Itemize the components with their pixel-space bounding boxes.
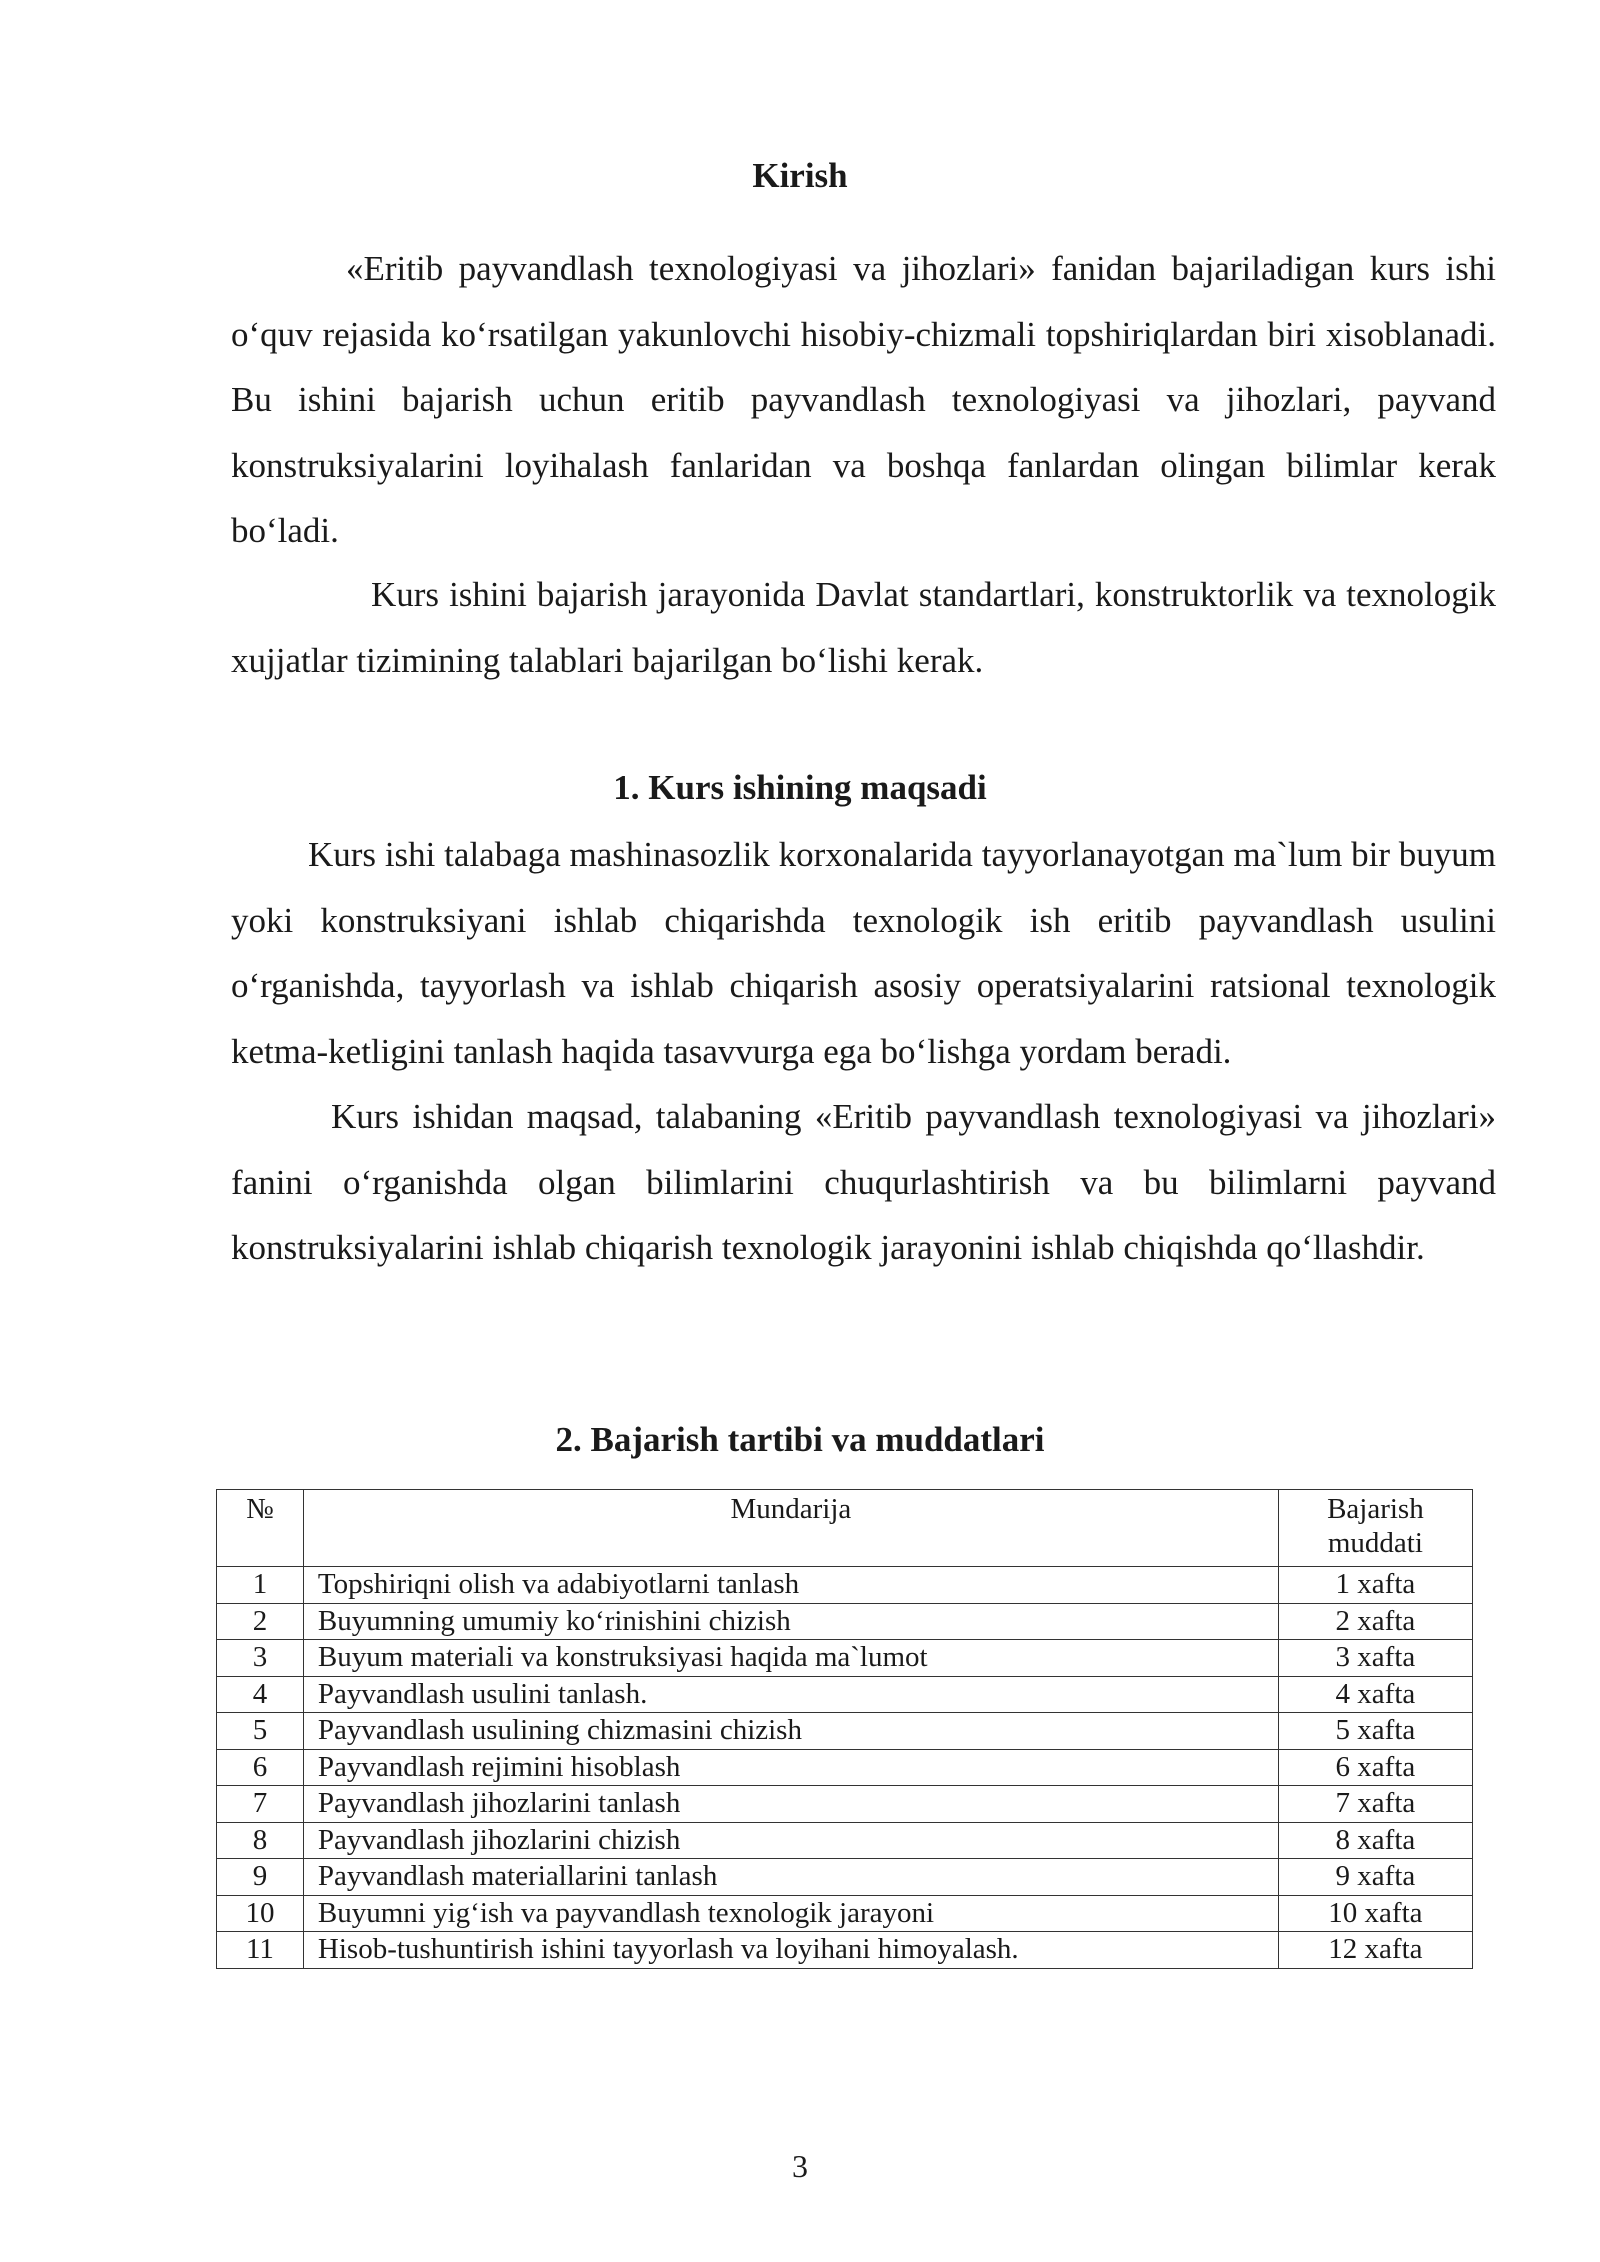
row-duration: 10 xafta [1278, 1895, 1472, 1932]
row-content: Buyumni yig‘ish va payvandlash texnologik jarayoni [303, 1895, 1278, 1932]
row-duration: 12 xafta [1278, 1932, 1472, 1969]
column-header-duration: Bajarish muddati [1278, 1490, 1472, 1567]
table-row [217, 1932, 1473, 1969]
table-row [217, 1859, 1473, 1896]
schedule-table [216, 1489, 1473, 1969]
goal-heading: 1. Kurs ishining maqsadi [613, 768, 987, 807]
row-number: 6 [217, 1749, 304, 1786]
table-row [217, 1676, 1473, 1713]
row-number: 10 [217, 1895, 304, 1932]
table-row [217, 1640, 1473, 1677]
column-header-number: № [217, 1490, 304, 1567]
goal-paragraph-2: Kurs ishidan maqsad, talabaning «Eritib payvandlash texnologiyasi va jihozlari» fanini o‘rganishda olgan bilimlarini chuqurlashtirish va bu bilimlarni payvand konstruksiyalarini ishlab chiqarish texnologik jarayonini ishlab chiqishda qo‘llashdir. [231, 1097, 1496, 1267]
column-header-content: Mundarija [303, 1490, 1278, 1567]
schedule-heading: 2. Bajarish tartibi va muddatlari [555, 1420, 1045, 1459]
schedule-header-row [217, 1490, 1473, 1567]
row-duration: 3 xafta [1278, 1640, 1472, 1677]
row-number: 9 [217, 1859, 304, 1896]
row-duration: 5 xafta [1278, 1713, 1472, 1750]
intro-heading: Kirish [752, 156, 848, 195]
row-duration: 2 xafta [1278, 1603, 1472, 1640]
row-content: Payvandlash materiallarini tanlash [303, 1859, 1278, 1896]
table-row [217, 1895, 1473, 1932]
row-number: 11 [217, 1932, 304, 1969]
table-row [217, 1822, 1473, 1859]
row-number: 3 [217, 1640, 304, 1677]
row-content: Payvandlash usulining chizmasini chizish [303, 1713, 1278, 1750]
row-content: Payvandlash jihozlarini chizish [303, 1822, 1278, 1859]
table-row [217, 1603, 1473, 1640]
row-number: 4 [217, 1676, 304, 1713]
row-duration: 9 xafta [1278, 1859, 1472, 1896]
row-content: Payvandlash jihozlarini tanlash [303, 1786, 1278, 1823]
intro-paragraph-2: Kurs ishini bajarish jarayonida Davlat standartlari, konstruktorlik va texnologik xujjatlar tizimining talablari bajarilgan bo‘lishi kerak. [231, 575, 1496, 680]
row-content: Payvandlash usulini tanlash. [303, 1676, 1278, 1713]
row-number: 8 [217, 1822, 304, 1859]
row-duration: 8 xafta [1278, 1822, 1472, 1859]
row-content: Buyum materiali va konstruksiyasi haqida ma`lumot [303, 1640, 1278, 1677]
table-row [217, 1713, 1473, 1750]
intro-paragraph-1: «Eritib payvandlash texnologiyasi va jihozlari» fanidan bajariladigan kurs ishi o‘quv rejasida ko‘rsatilgan yakunlovchi hisobiy-chizmali topshiriqlardan biri xisoblanadi. Bu ishini bajarish uchun eritib payvandlash texnologiyasi va jihozlari, payvand konstruksiyalarini loyihalash fanlaridan va boshqa fanlardan olingan bilimlar kerak bo‘ladi. [231, 249, 1496, 550]
row-number: 5 [217, 1713, 304, 1750]
row-content: Buyumning umumiy ko‘rinishini chizish [303, 1603, 1278, 1640]
goal-paragraph-1: Kurs ishi talabaga mashinasozlik korxonalarida tayyorlanayotgan ma`lum bir buyum yoki konstruksiyani ishlab chiqarishda texnologik ish eritib payvandlash usulini o‘rganishda, tayyorlash va ishlab chiqarish asosiy operatsiyalarini ratsional texnologik ketma-ketligini tanlash haqida tasavvurga ega bo‘lishga yordam beradi. [231, 835, 1496, 1071]
table-row [217, 1786, 1473, 1823]
table-row [217, 1567, 1473, 1604]
table-row [217, 1749, 1473, 1786]
row-duration: 4 xafta [1278, 1676, 1472, 1713]
row-number: 7 [217, 1786, 304, 1823]
page-number: 3 [792, 2148, 808, 2184]
row-duration: 7 xafta [1278, 1786, 1472, 1823]
row-content: Topshiriqni olish va adabiyotlarni tanlash [303, 1567, 1278, 1604]
row-duration: 1 xafta [1278, 1567, 1472, 1604]
row-duration: 6 xafta [1278, 1749, 1472, 1786]
row-number: 2 [217, 1603, 304, 1640]
row-number: 1 [217, 1567, 304, 1604]
row-content: Payvandlash rejimini hisoblash [303, 1749, 1278, 1786]
row-content: Hisob-tushuntirish ishini tayyorlash va loyihani himoyalash. [303, 1932, 1278, 1969]
